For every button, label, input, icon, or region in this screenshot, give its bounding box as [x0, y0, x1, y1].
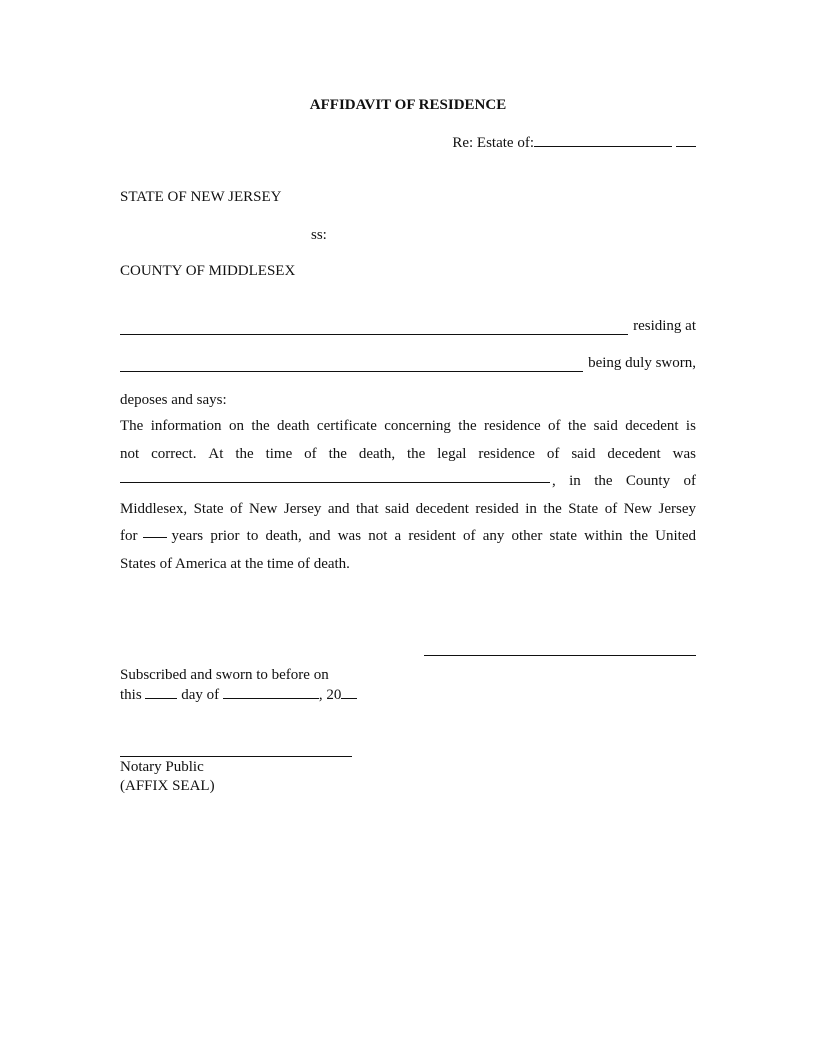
duly-sworn-label: being duly sworn,: [588, 355, 696, 371]
estate-label: Re: Estate of:: [452, 135, 534, 151]
deposes-label: deposes and says:: [120, 392, 227, 408]
day-blank[interactable]: [145, 685, 177, 699]
estate-name-blank[interactable]: [534, 133, 672, 147]
body-line-5: for years prior to death, and was not a resident of any other state within the United: [120, 523, 696, 551]
affiant-signature-line[interactable]: [424, 655, 696, 656]
body-line-4: Middlesex, State of New Jersey and that said decedent resided in the State of New Jersey: [120, 500, 696, 517]
notary-signature-line[interactable]: [120, 756, 352, 757]
year-blank[interactable]: [341, 685, 357, 699]
subscribed-label: Subscribed and sworn to before on: [120, 667, 329, 683]
month-blank[interactable]: [223, 685, 319, 699]
estate-reference: [452, 133, 696, 152]
residing-at-label: residing at: [633, 318, 696, 334]
body-line-2: not correct. At the time of the death, the legal residence of said decedent was: [120, 445, 696, 462]
county-heading: COUNTY OF MIDDLESEX: [120, 263, 296, 279]
estate-suffix-blank[interactable]: [676, 133, 696, 147]
seal-label: (AFFIX SEAL): [120, 778, 215, 794]
affiant-name-blank[interactable]: [120, 320, 628, 335]
document-title: AFFIDAVIT OF RESIDENCE: [309, 97, 507, 113]
body-line-3: , in the County of: [120, 468, 696, 496]
legal-residence-blank[interactable]: [120, 468, 550, 483]
affiant-address-line: [120, 354, 696, 372]
body-line-6: States of America at the time of death.: [120, 555, 350, 572]
notary-label: Notary Public: [120, 759, 204, 775]
affiant-address-blank[interactable]: [120, 357, 583, 372]
sworn-date-line: this day of , 20: [120, 685, 357, 704]
affiant-name-line: [120, 317, 696, 335]
ss-label: ss:: [311, 227, 327, 243]
state-heading: STATE OF NEW JERSEY: [120, 189, 282, 205]
body-line-1: The information on the death certificate concerning the residence of the said decedent is: [120, 418, 696, 434]
years-blank[interactable]: [143, 523, 167, 538]
affidavit-body: [120, 413, 696, 578]
